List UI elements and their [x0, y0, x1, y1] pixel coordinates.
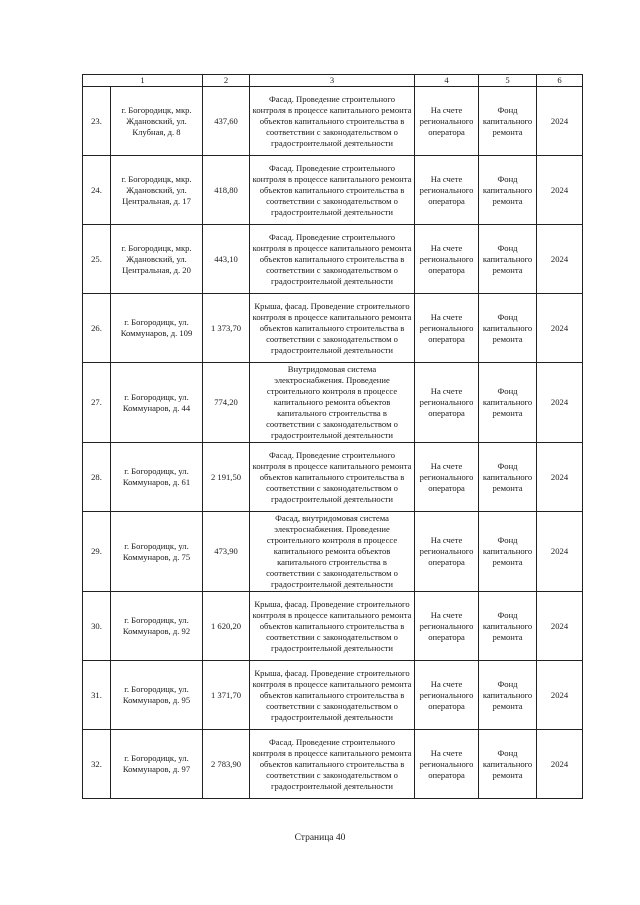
- account-cell: На счете регионального оператора: [415, 87, 479, 156]
- area-cell: 443,10: [203, 225, 250, 294]
- table-row: [83, 661, 583, 730]
- funding-source-cell: Фонд капитального ремонта: [479, 512, 537, 592]
- account-cell: На счете регионального оператора: [415, 363, 479, 443]
- table-body: [83, 75, 583, 799]
- works-description-cell: Фасад. Проведение строительного контроля в процессе капитального ремонта объектов капитального строительства в соответствии с законодательством о градостроительной деятельности: [250, 156, 415, 225]
- works-description-cell: Фасад. Проведение строительного контроля в процессе капитального ремонта объектов капитального строительства в соответствии с законодательством о градостроительной деятельности: [250, 443, 415, 512]
- area-cell: 418,80: [203, 156, 250, 225]
- repair-plan-table: [82, 74, 583, 799]
- address-cell: г. Богородицк, ул. Коммунаров, д. 92: [111, 592, 203, 661]
- row-number: 25.: [83, 225, 111, 294]
- row-number: 30.: [83, 592, 111, 661]
- works-description-cell: Крыша, фасад. Проведение строительного контроля в процессе капитального ремонта объектов капитального строительства в соответствии с законодательством о градостроительной деятельности: [250, 592, 415, 661]
- works-description-cell: Крыша, фасад. Проведение строительного контроля в процессе капитального ремонта объектов капитального строительства в соответствии с законодательством о градостроительной деятельности: [250, 294, 415, 363]
- address-cell: г. Богородицк, ул. Коммунаров, д. 44: [111, 363, 203, 443]
- column-header-2: 2: [203, 75, 250, 87]
- year-cell: 2024: [537, 512, 583, 592]
- area-cell: 2 191,50: [203, 443, 250, 512]
- year-cell: 2024: [537, 661, 583, 730]
- works-description-cell: Внутридомовая система электроснабжения. Проведение строительного контроля в процессе капитального ремонта объектов капитального строительства в соответствии с законодательством о градостроительной деятельности: [250, 363, 415, 443]
- row-number: 32.: [83, 730, 111, 799]
- account-cell: На счете регионального оператора: [415, 512, 479, 592]
- year-cell: 2024: [537, 87, 583, 156]
- account-cell: На счете регионального оператора: [415, 156, 479, 225]
- account-cell: На счете регионального оператора: [415, 225, 479, 294]
- column-header-5: 5: [479, 75, 537, 87]
- area-cell: 473,90: [203, 512, 250, 592]
- year-cell: 2024: [537, 592, 583, 661]
- address-cell: г. Богородицк, мкр. Ждановский, ул. Клубная, д. 8: [111, 87, 203, 156]
- area-cell: 1 373,70: [203, 294, 250, 363]
- account-cell: На счете регионального оператора: [415, 294, 479, 363]
- column-header-3: 3: [250, 75, 415, 87]
- table-row: [83, 592, 583, 661]
- table-row: [83, 512, 583, 592]
- address-cell: г. Богородицк, мкр. Ждановский, ул. Центральная, д. 20: [111, 225, 203, 294]
- page-number: Страница 40: [294, 833, 346, 843]
- funding-source-cell: Фонд капитального ремонта: [479, 443, 537, 512]
- area-cell: 2 783,90: [203, 730, 250, 799]
- funding-source-cell: Фонд капитального ремонта: [479, 730, 537, 799]
- column-number-row: [83, 75, 583, 87]
- column-header-1: 1: [83, 75, 203, 87]
- row-number: 23.: [83, 87, 111, 156]
- account-cell: На счете регионального оператора: [415, 592, 479, 661]
- address-cell: г. Богородицк, ул. Коммунаров, д. 95: [111, 661, 203, 730]
- account-cell: На счете регионального оператора: [415, 661, 479, 730]
- year-cell: 2024: [537, 443, 583, 512]
- funding-source-cell: Фонд капитального ремонта: [479, 156, 537, 225]
- area-cell: 437,60: [203, 87, 250, 156]
- funding-source-cell: Фонд капитального ремонта: [479, 363, 537, 443]
- area-cell: 1 371,70: [203, 661, 250, 730]
- funding-source-cell: Фонд капитального ремонта: [479, 87, 537, 156]
- funding-source-cell: Фонд капитального ремонта: [479, 661, 537, 730]
- works-description-cell: Крыша, фасад. Проведение строительного контроля в процессе капитального ремонта объектов капитального строительства в соответствии с законодательством о градостроительной деятельности: [250, 661, 415, 730]
- area-cell: 1 620,20: [203, 592, 250, 661]
- row-number: 27.: [83, 363, 111, 443]
- table-row: [83, 156, 583, 225]
- column-header-4: 4: [415, 75, 479, 87]
- column-header-6: 6: [537, 75, 583, 87]
- account-cell: На счете регионального оператора: [415, 443, 479, 512]
- year-cell: 2024: [537, 294, 583, 363]
- year-cell: 2024: [537, 730, 583, 799]
- table-row: [83, 443, 583, 512]
- row-number: 31.: [83, 661, 111, 730]
- address-cell: г. Богородицк, ул. Коммунаров, д. 75: [111, 512, 203, 592]
- works-description-cell: Фасад. Проведение строительного контроля в процессе капитального ремонта объектов капитального строительства в соответствии с законодательством о градостроительной деятельности: [250, 225, 415, 294]
- row-number: 29.: [83, 512, 111, 592]
- table-row: [83, 294, 583, 363]
- account-cell: На счете регионального оператора: [415, 730, 479, 799]
- works-description-cell: Фасад. Проведение строительного контроля в процессе капитального ремонта объектов капитального строительства в соответствии с законодательством о градостроительной деятельности: [250, 730, 415, 799]
- table-row: [83, 363, 583, 443]
- funding-source-cell: Фонд капитального ремонта: [479, 294, 537, 363]
- address-cell: г. Богородицк, ул. Коммунаров, д. 97: [111, 730, 203, 799]
- address-cell: г. Богородицк, ул. Коммунаров, д. 109: [111, 294, 203, 363]
- address-cell: г. Богородицк, ул. Коммунаров, д. 61: [111, 443, 203, 512]
- table-row: [83, 730, 583, 799]
- row-number: 24.: [83, 156, 111, 225]
- address-cell: г. Богородицк, мкр. Ждановский, ул. Центральная, д. 17: [111, 156, 203, 225]
- works-description-cell: Фасад. Проведение строительного контроля в процессе капитального ремонта объектов капитального строительства в соответствии с законодательством о градостроительной деятельности: [250, 87, 415, 156]
- area-cell: 774,20: [203, 363, 250, 443]
- year-cell: 2024: [537, 363, 583, 443]
- row-number: 26.: [83, 294, 111, 363]
- works-description-cell: Фасад, внутридомовая система электроснабжения. Проведение строительного контроля в процессе капитального ремонта объектов капитального строительства в соответствии с законодательством о градостроительной деятельности: [250, 512, 415, 592]
- funding-source-cell: Фонд капитального ремонта: [479, 592, 537, 661]
- funding-source-cell: Фонд капитального ремонта: [479, 225, 537, 294]
- table-row: [83, 225, 583, 294]
- row-number: 28.: [83, 443, 111, 512]
- table-row: [83, 87, 583, 156]
- year-cell: 2024: [537, 156, 583, 225]
- year-cell: 2024: [537, 225, 583, 294]
